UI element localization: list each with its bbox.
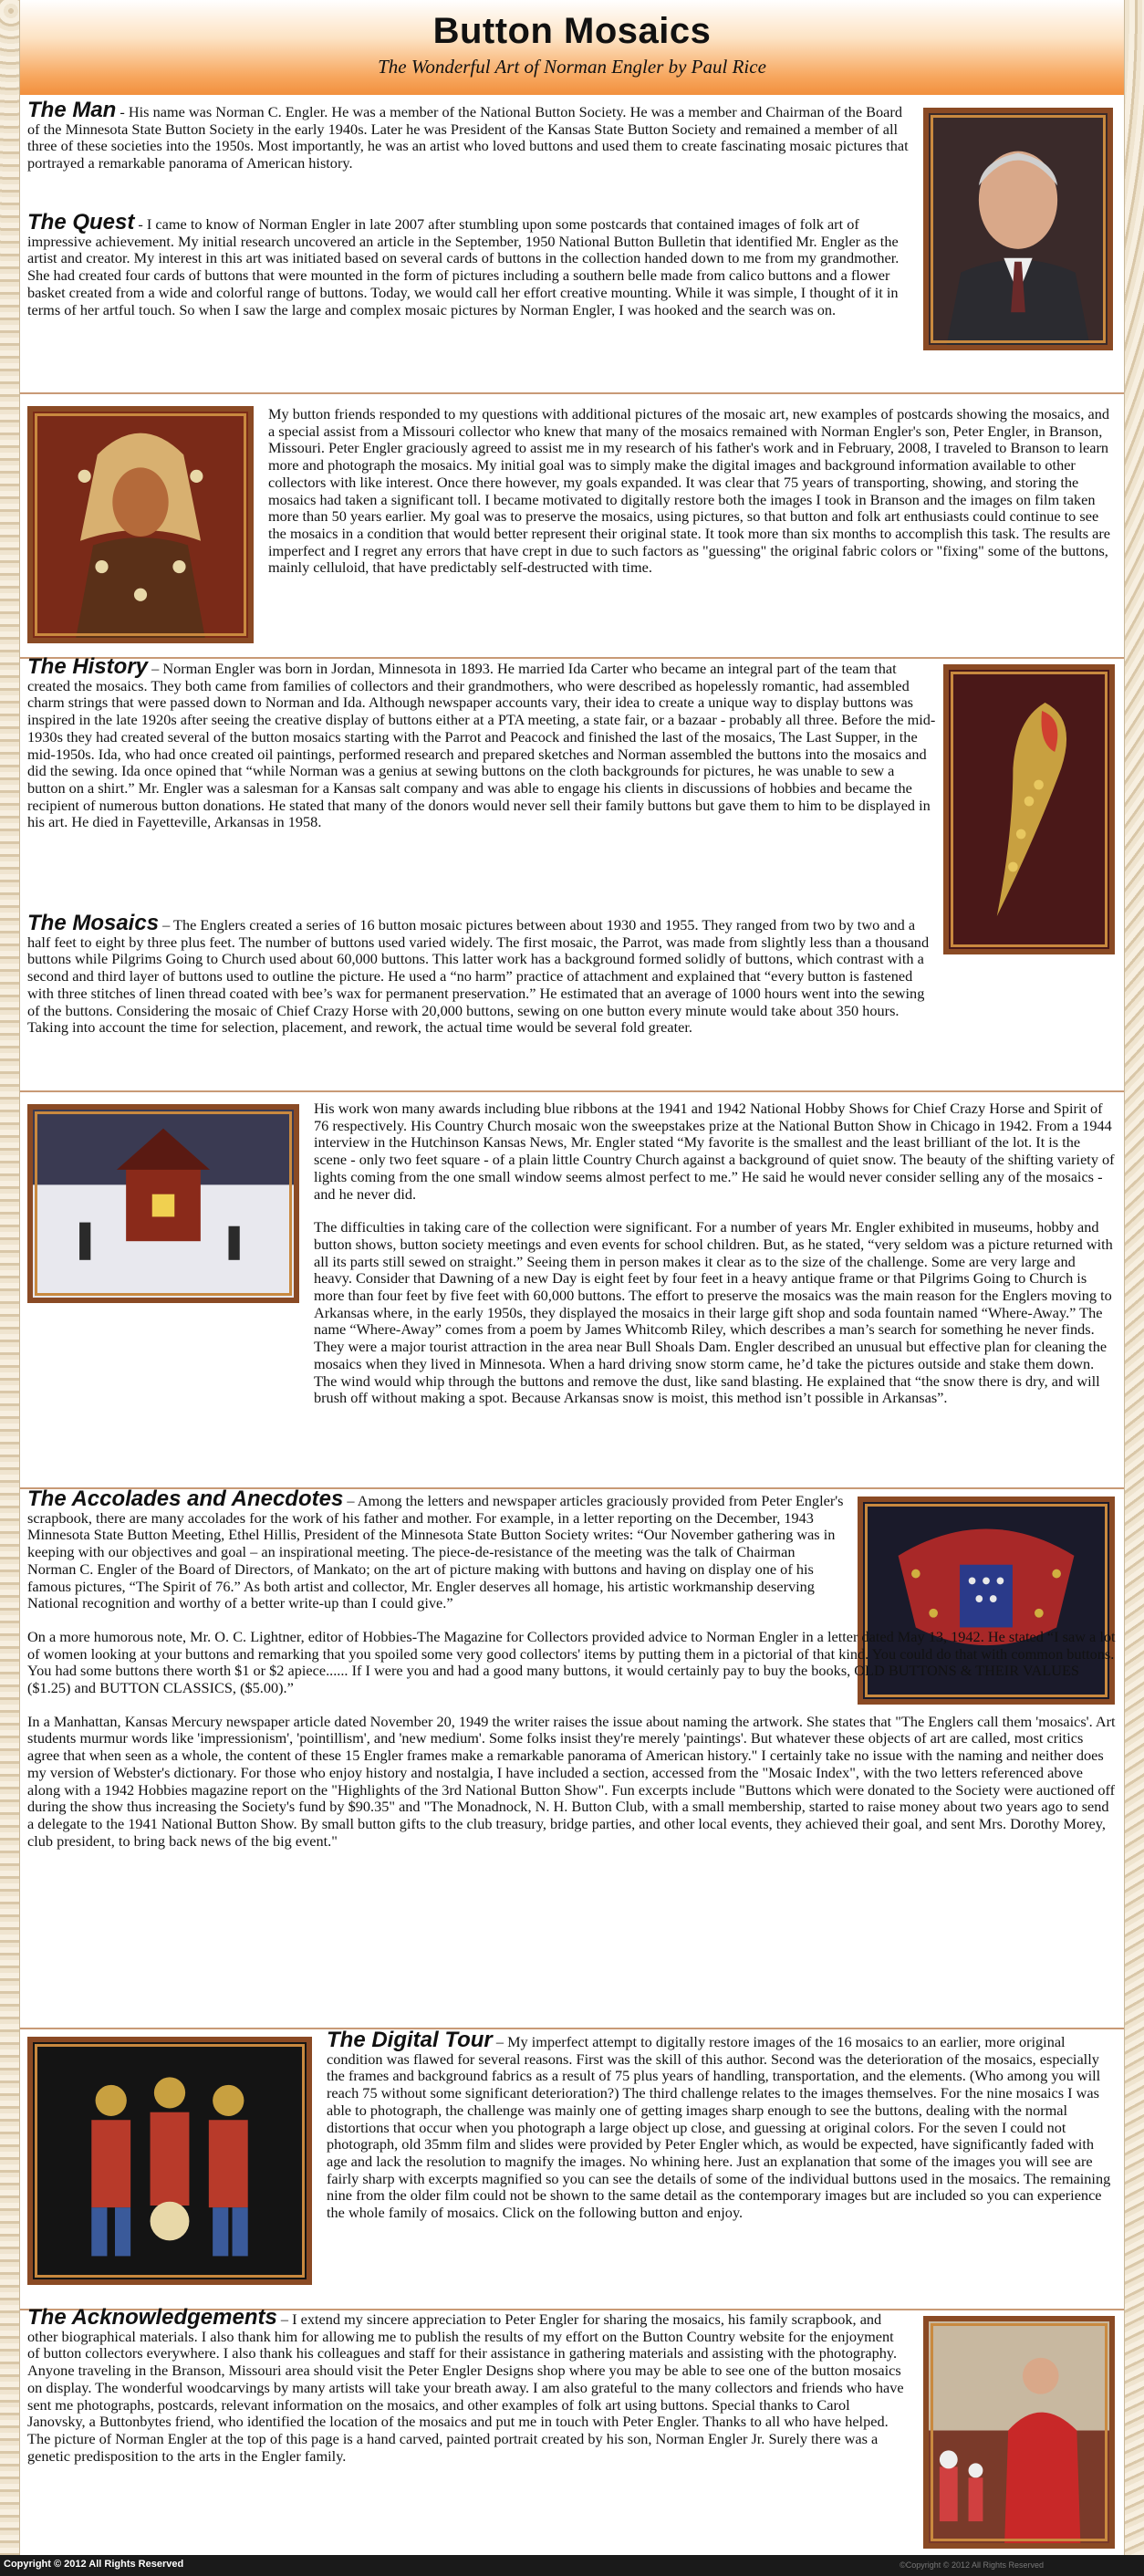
text-the-digital-tour: – My imperfect attempt to digitally restore images of the 16 mosaics to an earlier, more original condition was flawed for several reasons. First was the skill of this author. Second was the deterioration of the mosaics, especially the frames and background fabrics as a result of 75 plus years of handling, transportation, and the elements. (Who among you will reach 75 without some significant deterioration?) The third challenge relates to the images themselves. For the nine mosaics I was able to photograph, the challenge was mainly one of getting images sharp enough to see the buttons, dealing with the normal distortions that occur when you photograph a large object up close, and guessing at original colors. For the seven I could not photograph, old 35mm film and slides were provided by Peter Engler which, as would be expected, have significantly faded with age and lack the resolution to magnify the images. No whining here. Just an explanation that some of the images you will see are fairly sharp with excerpts magnified so you can see the details of some of the individual buttons used in the mosaics. The remaining nine from the older film could not be shown to the same detail as the contemporary images but are included so you can experience the whole family of mosaics. Click on the following button and enjoy.	[327, 2033, 1111, 2222]
section-accolades	[27, 1486, 1117, 1866]
divider	[20, 2028, 1124, 2029]
text-friends: My button friends responded to my questions with additional pictures of the mosaic art, new examples of postcards showing the mosaics, and a special assist from a Missouri collector who knew that many of the mosaics remained with Norman Engler's son, Peter Engler, in Branson, Missouri. Peter Engler graciously agreed to assist me in my research of his father's work and in February, 2008, I traveled to Branson to learn more and photograph the mosaics. My initial goal was to simply make the digital images and background information available to other collectors with like interest. Once there however, my goals expanded. It was clear that 75 years of transporting, showing, and storing the mosaics had taken a significant toll. I became motivated to digitally restore both the images I took in Branson and the images on film taken more than 50 years earlier. My goal was to preserve the mosaics, using pictures, so that button and folk art enthusiasts could continue to see the mosaics in a condition that would better represent their original state. It took more than six months to accomplish this task. The results are imperfect and I regret any errors that have crept in due to such factors as "guessing" the original fabric colors or "fixing" some of the buttons, mainly celluloid, that have predictably self-destructed with time.	[268, 405, 1110, 577]
footer-copyright-secondary: ©Copyright © 2012 All Rights Reserved	[900, 2560, 1044, 2570]
mosaic-chief-image	[27, 406, 254, 643]
portrait-image	[923, 108, 1113, 350]
heading-the-quest: The Quest	[27, 210, 135, 235]
heading-accolades: The Accolades and Anecdotes	[27, 1486, 344, 1511]
heading-the-mosaics: The Mosaics	[27, 911, 160, 935]
heading-the-man: The Man	[27, 98, 117, 122]
heading-acknowledgements: The Acknowledgements	[27, 2305, 277, 2330]
text-difficulties: The difficulties in taking care of the collection were significant. For a number of years Mr. Engler exhibited in museums, hobby and button shows, button society meetings and even events for school children. But, as he stated, “very seldom was a picture returned with all its parts still sewed on straight.” Seeing them in person makes it clear as to the size of the challenge. Some are very large and heavy. Consider that Dawning of a new Day is eight feet by four feet in a heavy antique frame or that Pilgrims Going to Church is more than four feet by five feet with 60,000 buttons. The effort to preserve the mosaics was the main reason for the Englers moving to Arkansas where, in the early 1950s, they displayed the mosaics in their large gift shop and soda fountain named “Where-Away.” The name “Where-Away” comes from a poem by James Whitcomb Riley, which describes a man’s search for something he never finds. They were a major tourist attraction in the area near Bull Shoals Dam. Engler described an unusual but effective plan for cleaning the mosaics when they lived in Minnesota. When a hard driving snow storm came, he’d take the pictures outside and stake them down. The wind would whip through the buttons and remove the dust, like sand blasting. He explained that “the snow there is dry, and will brush off without making a spot. Because Arkansas snow is moist, this method isn’t possible in Arkansas”.	[314, 1218, 1113, 1407]
divider	[20, 392, 1124, 394]
section-awards	[27, 1100, 1117, 1407]
text-acknowledgements: – I extend my sincere appreciation to Peter Engler for sharing the mosaics, his family scrapbook, and other biographical materials. I also thank him for allowing me to publish the results of my effort on the Button Country website for the enjoyment of button collectors everywhere. I also thank his colleagues and staff for their assistance in gathering materials and assisting with the photography. Anyone traveling in the Branson, Missouri area should visit the Peter Engler Designs shop where you may be able to see one of the button mosaics on display. The wonderful woodcarvings by many artists will take your breath away. I am also grateful to the many collectors and friends who have sent me photographs, postcards, relevant information on the mosaics, and other examples of folk art using buttons. Special thanks to Carol Janovsky, a Buttonbytes friend, who identified the location of the mosaics and put me in touch with Peter Engler. Thanks to all who have helped. The picture of Norman Engler at the top of this page is a hand carved, painted portrait created by his son, Norman Engler Jr. Surely there was a genetic predisposition to the arts in the Engler family.	[27, 2310, 904, 2465]
mosaic-spirit-of-76-image	[27, 2037, 312, 2285]
section-acknowledgements	[27, 2305, 909, 2465]
heading-the-digital-tour: The Digital Tour	[327, 2028, 493, 2052]
section-the-history	[27, 654, 936, 831]
page-header	[20, 0, 1124, 95]
page-subtitle: The Wonderful Art of Norman Engler by Paul Rice	[378, 56, 766, 78]
section-the-man	[27, 98, 909, 172]
section-the-digital-tour	[327, 2028, 1117, 2222]
page-title: Button Mosaics	[432, 11, 712, 51]
text-the-history: – Norman Engler was born in Jordan, Minnesota in 1893. He married Ida Carter who became an integral part of the team that created the mosaics. They both came from families of collectors and their grandmothers, who were described as hopelessly romantic, had assembled charm strings that were passed down to Norman and Ida. Although newspaper accounts vary, their idea to create a unique way to display buttons was inspired in the late 1920s after seeing the creative display of buttons either at a PTA meeting, a state fair, or a bazaar - probably all three. Before the mid-1930s they had created several of the button mosaics starting with the Parrot and Peacock and finished the last of the mosaics, The Last Supper, in the mid-1950s. Ida, who had once created oil paintings, performed research and prepared sketches and Norman assembled the buttons into the mosaics and did the sewing. Ida once opined that “while Norman was a genius at sewing buttons on the cloth backgrounds for pictures, he was unable to sew a button on a shirt.” Mr. Engler was a salesman for a Kansas salt company and was able to engage his clients in discussions of hobbies and became the recipient of numerous button donations. He stated that many of the donors would never sell their family buttons but gave them to him to be displayed in his art. He died in Fayetteville, Arkansas in 1958.	[27, 660, 936, 831]
section-the-mosaics	[27, 911, 936, 1037]
text-accolades: – Among the letters and newspaper articles graciously provided from Peter Engler's scrapbook, there are many accolades for the work of his father and mother. For example, in a letter reporting on the December, 1943 Minnesota State Button Meeting, Ethel Hillis, President of the Minnesota State Button Society writes: “Our November gathering was in keeping with our objectives and goal – an inspirational meeting. The piece-de-resistance of the meeting was the talk of Chairman Norman C. Engler of the Board of Directors, of Mankato; on the art of picture making with buttons and having on display one of his famous pictures, “The Spirit of 76.” As both artist and collector, Mr. Engler deserves all homage, his artistic workmanship deserving National recognition and worthy of a better write-up than I could give.”	[27, 1492, 844, 1612]
section-the-quest	[27, 210, 909, 318]
text-the-quest: - I came to know of Norman Engler in late 2007 after stumbling upon some postcards that contained images of folk art of impressive achievement. My initial research uncovered an article in the September, 1950 National Button Bulletin that identified Mr. Engler as the artist and creator. My interest in this art was initiated based on several cards of buttons in the collection handed down to me from my grandmother. She had created four cards of buttons that were mounted in the form of pictures including a southern belle made from calico buttons and a flower basket created from a wide and colorful range of buttons. Today, we would call her effort creative mounting. While it was simple, I thought of it in terms of her artful touch. So when I saw the large and complex mosaic pictures by Norman Engler, I was hooked and the search was on.	[27, 215, 900, 318]
divider	[20, 1090, 1124, 1092]
page	[20, 0, 1124, 2555]
page-footer	[0, 2555, 1144, 2576]
text-the-mosaics: – The Englers created a series of 16 button mosaic pictures between about 1930 and 1955. They ranged from two by two and a half feet to eight by three plus feet. The number of buttons used varied widely. The first mosaic, the Parrot, was made from slightly less than a thousand buttons while Pilgrims Going to Church used about 60,000 buttons. This latter work has a background formed solidly of buttons, which contrast with a second and third layer of buttons used to outline the picture. He used a “no harm” practice of attachment and explained that “every button is fastened with three stitches of linen thread coated with bee’s wax for permanent preservation.” He estimated that an average of 1000 hours went into the sewing of the buttons. Considering the mosaic of Chief Crazy Horse with 20,000 buttons, sewing on one button every minute would take about 350 hours. Taking into account the time for selection, placement, and rework, the actual time would be several fold greater.	[27, 916, 930, 1037]
text-the-man: - His name was Norman C. Engler. He was a member of the National Button Society. He was a member and Chairman of the Board of the Minnesota State Button Society in the early 1940s. Later he was President of the Kansas State Button Society and remained a member of all three of these societies into the 1950s. Most importantly, he was an artist who loved buttons and used them to create fascinating mosaic pictures that portrayed a remarkable panorama of American history.	[27, 103, 909, 172]
text-humorous-note: On a more humorous note, Mr. O. C. Lightner, editor of Hobbies-The Magazine for Collectors provided advice to Norman Engler in a letter dated May 13, 1942. He stated “I saw a lot of women looking at your buttons and remarking that you spoiled some very good collectors' items by putting them in a pictorial of that kind. You could do that with common buttons. You had some buttons there worth $1 or $2 apiece...... If I were you and had a good many buttons, it would certainly pay to buy the books, OLD BUTTONS & THEIR VALUES ($1.25) and BUTTON CLASSICS, ($5.00).”	[27, 1627, 1116, 1697]
heading-the-history: The History	[27, 654, 149, 679]
mosaic-parrot-image	[943, 664, 1115, 954]
footer-copyright: Copyright © 2012 All Rights Reserved	[4, 2559, 184, 2570]
text-awards: His work won many awards including blue ribbons at the 1941 and 1942 National Hobby Shows for Chief Crazy Horse and Spirit of 76 respectively. His Country Church mosaic won the sweepstakes prize at the National Button Show in Chicago in 1942. From a 1944 interview in the Hutchinson Kansas News, Mr. Engler stated “My favorite is the smallest and the least brilliant of the lot. It is the scene - only two feet square - of a plain little Country Church against a background of quiet snow. The beauty of the shifting variety of lights coming from the one small window seems almost perfect to me.” He said he would never consider selling any of the mosaics - and he never did.	[314, 1100, 1115, 1203]
woodcarving-photo-image	[923, 2316, 1115, 2549]
section-friends	[268, 406, 1117, 577]
text-manhattan-article: In a Manhattan, Kansas Mercury newspaper article dated November 20, 1949 the writer raises the issue about naming the artwork. She states that "The Englers call them 'mosaics'. Art students murmur words like 'impressionism', 'pointillism', and 'new medium'. Some folks insist they're merely 'paintings'. But whatever these objects of art are called, most critics agree that when seen as a whole, the content of these 15 Engler frames make a remarkable panorama of American history." I certainly take no issue with the naming and neither does my version of Webster's dictionary. For those who enjoy history and nostalgia, I have included a section, accessed from the "Mosaic Index", with the two letters referenced above along with a 1942 Hobbies magazine report on the "Highlights of the 3rd National Button Show". Fun excerpts include "Buttons which were donated to the Society were auctioned off during the show thus increasing the Society's fund by $90.35" and "The Monadnock, N. H. Button Club, with a small membership, started to raise money about two years ago to send a delegate to the 1941 National Button Show. By small button gifts to the club treasury, bridge parties, and other local events, they achieved their goal, and sent Mrs. Dorothy Morey, club president, to bring back news of the big event."	[27, 1712, 1116, 1850]
